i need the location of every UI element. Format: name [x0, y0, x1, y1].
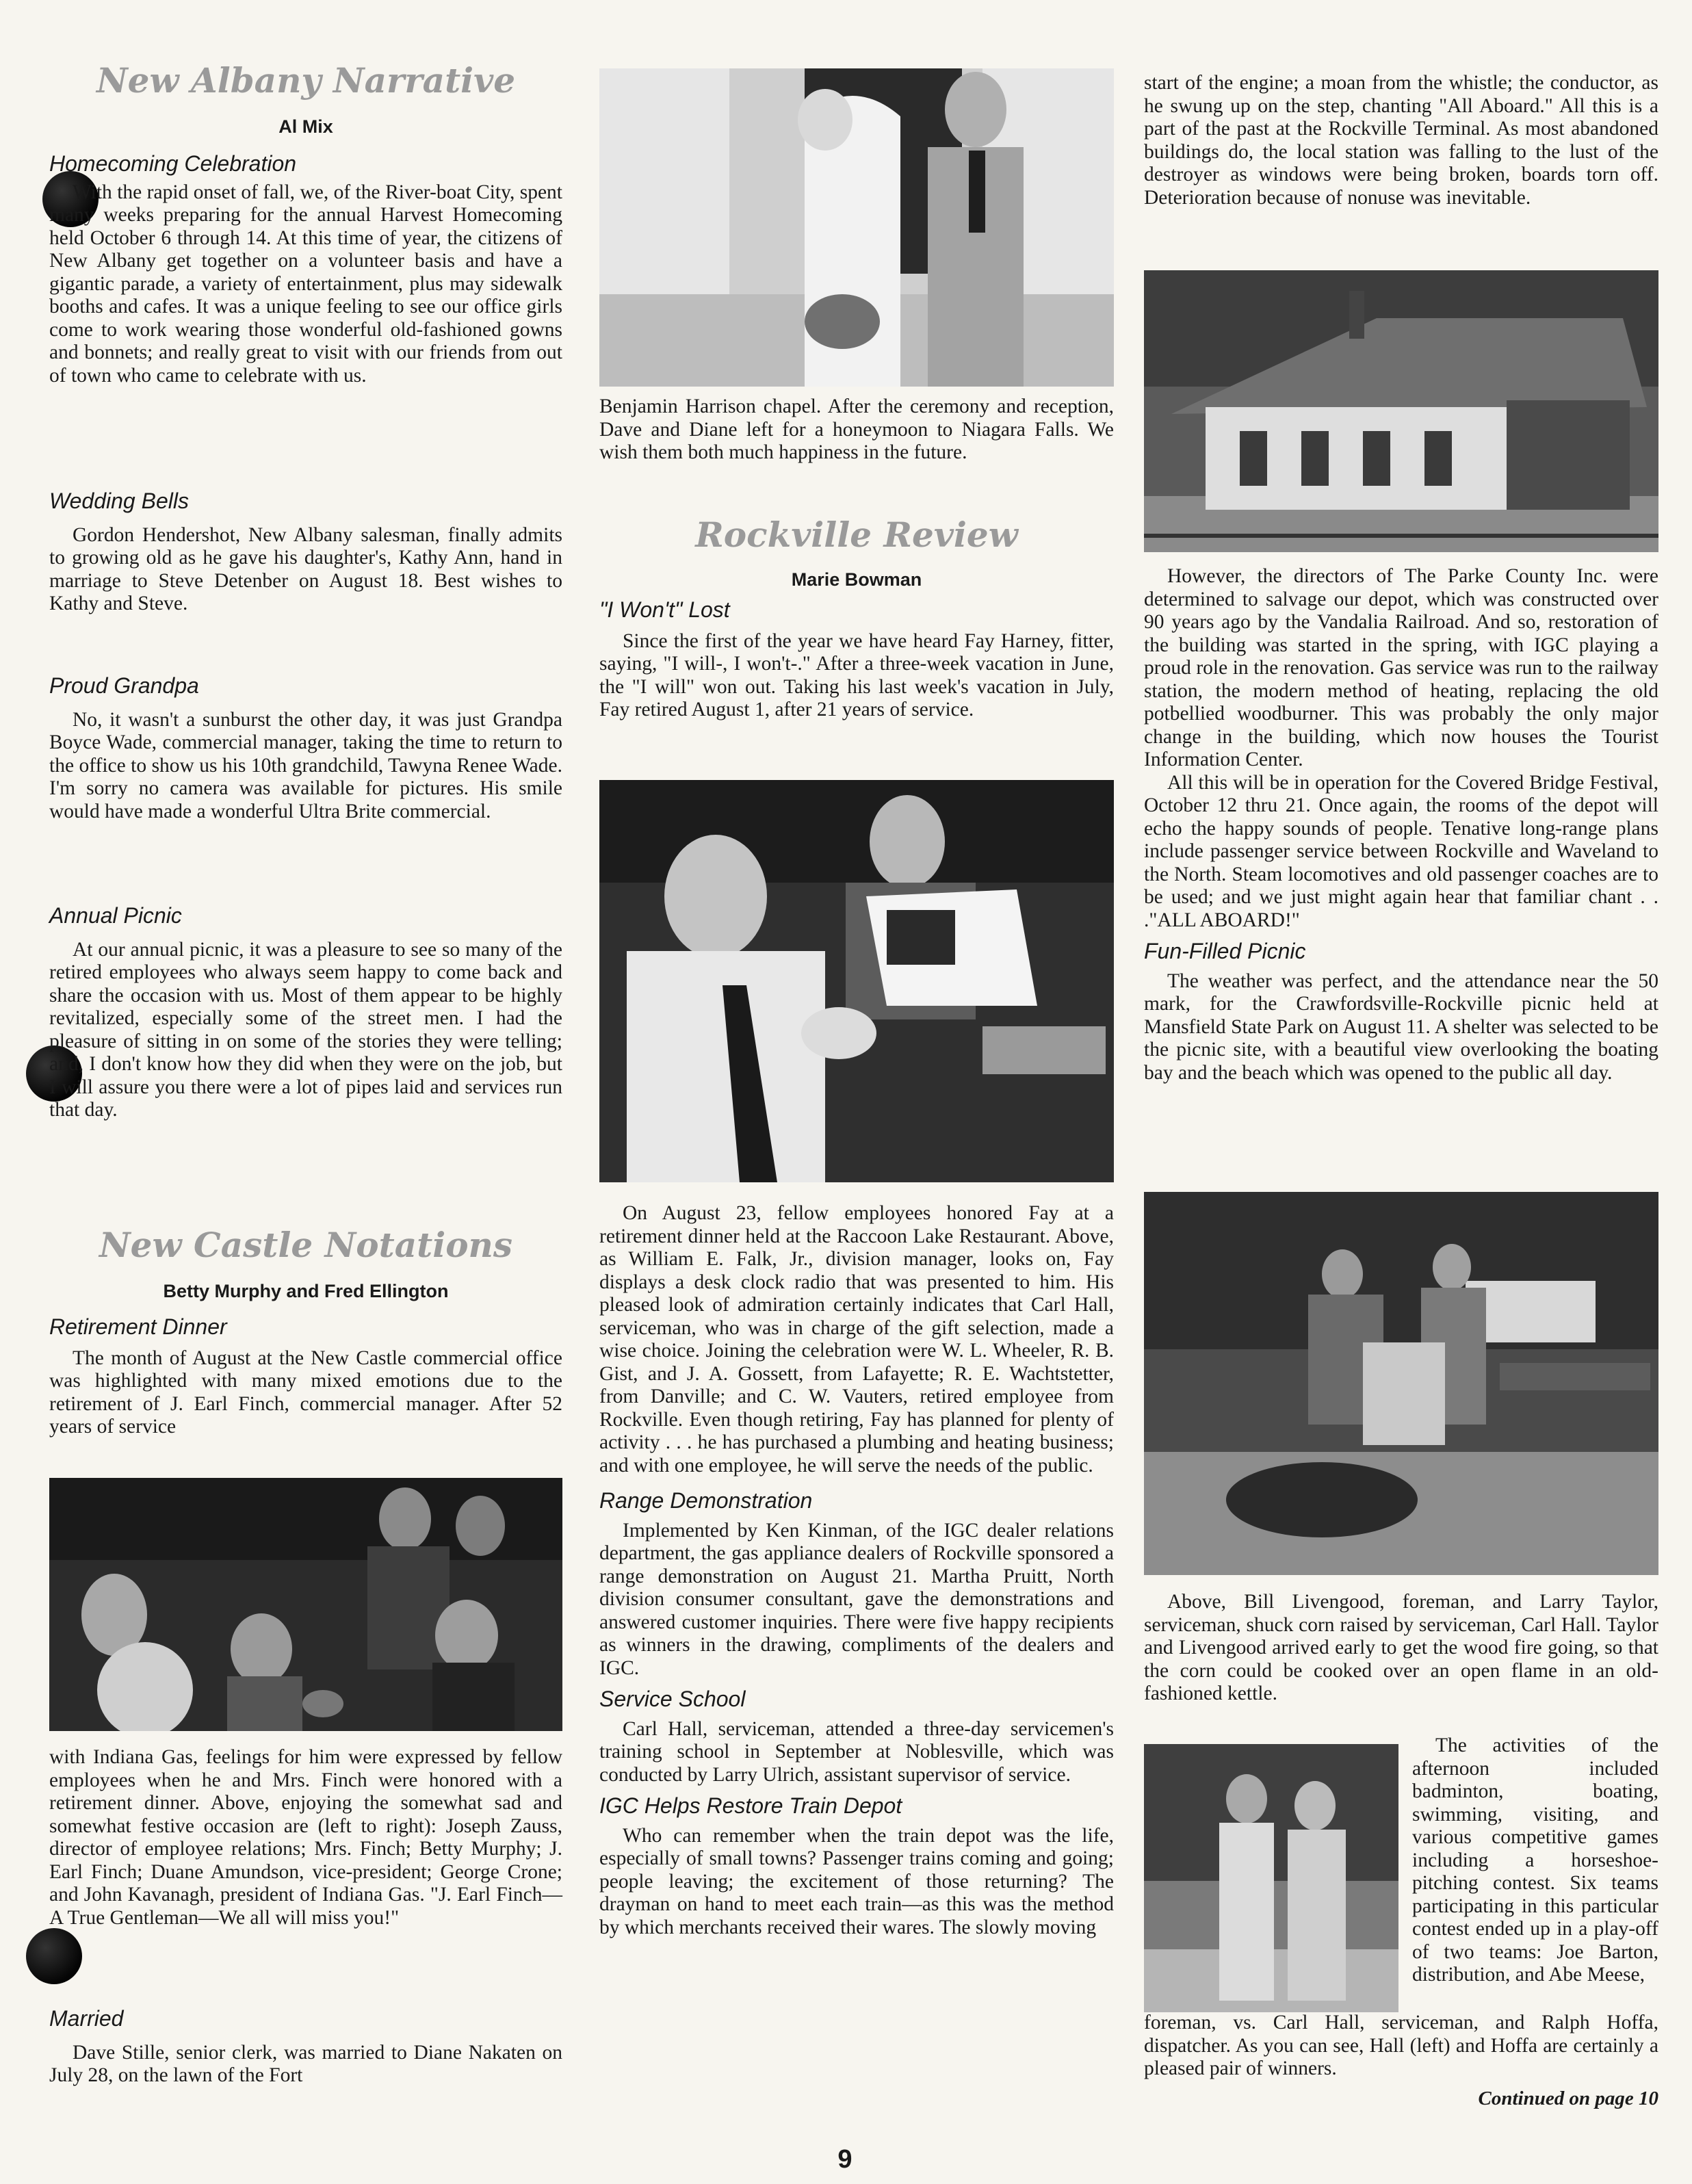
subhead-annual-picnic: Annual Picnic [49, 903, 182, 928]
section-title-new-castle: New Castle Notations [99, 1225, 513, 1265]
train-depot-photo [1144, 270, 1658, 552]
paragraph-depot-restoration: However, the directors of The Parke County Inc. were determined to salvage our depot, which was constructed over 90 years ago by the Vandalia Railroad. And so, restoration of the building was started in the spring, with IGC playing a proud role in the renovation. Gas service was run to the railway station, the modern method of heating, replacing the old potbellied woodburner. This was probably the only major change in the building, which now houses the Tourist Information Center. [1144, 565, 1658, 770]
subhead-homecoming: Homecoming Celebration [49, 151, 297, 177]
subhead-i-wont-lost: "I Won't" Lost [599, 597, 730, 623]
paragraph-service-school: Carl Hall, serviceman, attended a three-day servicemen's training school in September at Noblesville, which was conducted by Larry Ulrich, assistant supervisor of service. [599, 1717, 1114, 1786]
wedding-caption: Benjamin Harrison chapel. After the ceremony and reception, Dave and Diane left for a honeymoon to Niagara Falls. We wish them both much happiness in the future. [599, 395, 1114, 463]
section-title-new-albany: New Albany Narrative [96, 60, 516, 101]
paragraph-retirement-dinner: The month of August at the New Castle commercial office was highlighted with many mixed emotions due to the retirement of J. Earl Finch, commercial manager. After 52 years of service [49, 1347, 562, 1438]
subhead-wedding-bells: Wedding Bells [49, 489, 189, 513]
paragraph-train-depot: Who can remember when the train depot was the life, especially of small towns? Passenger trains coming and going; people leaving; the excitement of those returning? The drayman on hand to meet each train—as this was the method by which merchants received their wares. The slowly moving [599, 1824, 1114, 1938]
paragraph-wedding-bells: Gordon Hendershot, New Albany salesman, finally admits to growing old as he gave his daughter's, Kathy Ann, hand in marriage to Steve Detenber on August 18. Best wishes to Kathy and Steve. [49, 523, 562, 615]
paragraph-activities: The activities of the afternoon included badminton, boating, swimming, visiting, and various competitive games including a horseshoe-pitching contest. Six teams participating in this particular contest ended up in a play-off of two teams: Joe Barton, distribution, and Abe Meese, [1412, 1734, 1658, 1986]
byline: Marie Bowman [791, 569, 922, 590]
subhead-service-school: Service School [599, 1687, 746, 1712]
paragraph-homecoming: With the rapid onset of fall, we, of the River-boat City, spent many weeks preparing for the annual Harvest Homecoming held October 6 through 14. At this time of year, the citizens of New Albany get together on a volunteer basis and have a gigantic parade, a variety of entertainment, plus may sidewalk booths and cafes. It was a unique feeling to see our office girls come to work wearing those wonderful old-fashioned gowns and bonnets; and really great to visit with our friends from out of town who came to celebrate with us. [49, 181, 562, 387]
paragraph-depot-continued: start of the engine; a moan from the whistle; the conductor, as he swung up on the step, chanting "All Aboard." All this is a part of the past at the Rockville Terminal. As most abandoned buildings do, the local station was falling to the lust of the destroyer as windows were being broken, boards torn off. Deterioration because of nonuse was inevitable. [1144, 72, 1658, 209]
paragraph-i-wont-lost: Since the first of the year we have heard Fay Harney, fitter, saying, "I will-, I won't-." After a three-week vacation in June, the "I will" won out. Taking his last week's vacation in July, Fay retired August 1, after 21 years of service. [599, 629, 1114, 721]
paragraph-proud-grandpa: No, it wasn't a sunburst the other day, it was just Grandpa Boyce Wade, commercial manager, taking the time to return to the office to show us his 10th grandchild, Tawyna Renee Wade. I'm sorry no camera was available for pictures. His smile would have made a wonderful Ultra Brite commercial. [49, 708, 562, 822]
binder-hole-bottom [26, 1928, 82, 1984]
retirement-gift-caption: On August 23, fellow employees honored Fay at a retirement dinner held at the Raccoon Lake Restaurant. Above, as William E. Falk, Jr., division manager, looks on, Fay displays a desk clock radio that was presented to him. His pleased look of admiration certainly indicates that Carl Hall, serviceman, who was in charge of the gift selection, made a wise choice. Joining the celebration were W. L. Wheeler, R. B. Gist, and J. A. Gossett, from Lafayette; R. E. Wachtstetter, from Danville; and C. W. Vauters, retired employee from Rockville. Even though retiring, Fay has planned for plenty of activity . . . he has purchased a plumbing and heating business; and with one employee, he will serve the needs of the public. [599, 1202, 1114, 1477]
paragraph-activities-continued: foreman, vs. Carl Hall, serviceman, and Ralph Hoffa, dispatcher. As you can see, Hall (left) and Hoffa are certainly a pleased pair of winners. [1144, 2012, 1658, 2079]
subhead-fun-filled-picnic: Fun-Filled Picnic [1144, 939, 1306, 963]
horseshoe-winners-photo [1144, 1744, 1398, 2012]
retirement-gift-photo [599, 780, 1114, 1182]
retirement-dinner-photo [49, 1478, 562, 1731]
retirement-dinner-caption: with Indiana Gas, feelings for him were expressed by fellow employees when he and Mrs. Finch were honored with a retirement dinner. Above, enjoying the somewhat sad and somewhat festive occasion are (left to right): Joseph Zauss, director of employee relations; Mrs. Finch; Betty Murphy; J. Earl Finch; Duane Amundson, vice-president; George Crone; and John Kavanagh, president of Indiana Gas. "J. Earl Finch—A True Gentleman—We all will miss you!" [49, 1746, 562, 1929]
paragraph-married: Dave Stille, senior clerk, was married to Diane Nakaten on July 28, on the lawn of the Fort [49, 2041, 562, 2087]
subhead-retirement-dinner: Retirement Dinner [49, 1314, 227, 1340]
paragraph-depot-festival: All this will be in operation for the Covered Bridge Festival, October 12 thru 21. Once again, the rooms of the depot will echo the happy sounds of people. Tenative long-range plans include passenger service between Rockville and Waveland to the North. Steam locomotives and old passenger coaches are to be used; and we just might again hear that familiar chant . . ."ALL ABOARD!" [1144, 771, 1658, 931]
section-title-rockville: Rockville Review [695, 515, 1018, 555]
subhead-train-depot: IGC Helps Restore Train Depot [599, 1793, 902, 1819]
byline: Al Mix [278, 116, 333, 137]
byline: Betty Murphy and Fred Ellington [163, 1281, 449, 1301]
wedding-photo [599, 68, 1114, 387]
subhead-range-demonstration: Range Demonstration [599, 1488, 813, 1513]
paragraph-fun-filled-picnic: The weather was perfect, and the attendance near the 50 mark, for the Crawfordsville-Rockville picnic held at Mansfield State Park on August 11. A shelter was selected to be the picnic site, with a beautiful view overlooking the boating bay and the beach which was opened to the public all day. [1144, 970, 1658, 1084]
page-number: 9 [837, 2145, 852, 2174]
corn-shucking-photo [1144, 1192, 1658, 1575]
subhead-married: Married [49, 2006, 124, 2031]
paragraph-annual-picnic: At our annual picnic, it was a pleasure to see so many of the retired employees who always seem happy to come back and share the occasion with us. Most of them appear to be highly revitalized, especially some of the street men. I had the pleasure of sitting in on some of the stories they were telling; and, I don't know how they did when they were on the job, but I will assure you there were a lot of pipes laid and services run that day. [49, 938, 562, 1121]
subhead-proud-grandpa: Proud Grandpa [49, 673, 199, 698]
paragraph-range-demonstration: Implemented by Ken Kinman, of the IGC dealer relations department, the gas appliance dealers of Rockville sponsored a range demonstration on August 21. Martha Pruitt, North division consumer consultant, gave the demonstrations and answered customer inquiries. There were five happy recipients as winners in the drawing, compliments of the dealers and IGC. [599, 1519, 1114, 1679]
continued-notice: Continued on page 10 [1478, 2087, 1658, 2109]
corn-shucking-caption: Above, Bill Livengood, foreman, and Larry Taylor, serviceman, shuck corn raised by serviceman, Carl Hall. Taylor and Livengood arrived early to get the wood fire going, so that the corn could be cooked over an open flame in an old-fashioned kettle. [1144, 1591, 1658, 1704]
